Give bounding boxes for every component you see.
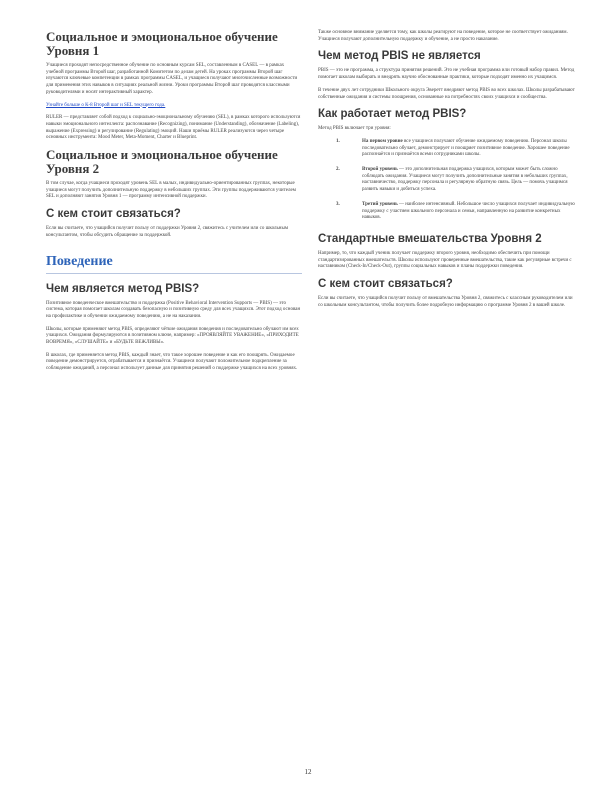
tier-lead: На первом уровне	[362, 138, 403, 144]
tier-number: 2.	[336, 167, 340, 173]
paragraph-pbis-3: В школах, где применяется метод PBIS, каждый знает, что такое хорошее поведение и как его поощрять. Ожидаемое поведение демонстрируется, отрабатывается и признаётся. Учащиеся получают положительное подкрепление за соблюдение ожиданий, а персонал использует данные для принятия решений о поддержке учащихся на всех уровнях.	[46, 352, 298, 372]
right-column	[318, 30, 576, 315]
paragraph-sel-tier2: В том случае, когда учащиеся проходят уровень SEL в малых, индивидуально-ориентированных группах, некоторые учащиеся могут получить дополнительную поддержку в небольших группах. Эти группы поддерживаются учителем SEL и дополняют занятия Уровня 1 — программу интенсивной поддержки.	[46, 181, 296, 200]
heading-how-pbis-works: Как работает метод PBIS?	[318, 108, 467, 121]
tier-text: — наиболее интенсивный. Небольшое число учащихся получает индивидуальную поддержку с участием школьного персонала и семьи, направленную на развитие конкретных навыков.	[362, 201, 575, 221]
section-title-behavior: Поведение	[46, 253, 113, 269]
tier-number: 1.	[336, 138, 340, 144]
paragraph-pbis-1: Позитивное поведенческое вмешательство и поддержка (Positive Behavioral Intervention Supports — PBIS) — это система, которая помогает школам создавать безопасную и позитивную среду для всех учащихся. Этот подход основан на профилактике и обучении ожидаемому поведению, а не на наказании.	[46, 300, 301, 319]
heading-sel-tier1: Социальное и эмоциональное обучение Уровня 1	[46, 29, 278, 58]
tier-number: 3.	[336, 201, 340, 207]
paragraph-not-1: PBIS — это не программа, а структура принятия решений. Это не учебная программа или готовый набор правил. Метод помогает школам выбирать и внедрять научно обоснованные практики, которые подходят именно их учащимся.	[318, 68, 575, 81]
paragraph-sel-links[interactable]: Узнайте больше о К-8 Второй шаг и SEL текущего года.	[46, 102, 166, 108]
heading-sel-tier2: Социальное и эмоциональное обучение Уровня 2	[46, 147, 278, 177]
page-number: 12	[304, 768, 312, 776]
paragraph-how: Метод PBIS включает три уровня:	[318, 126, 391, 132]
paragraph-not-2: В течение двух лет сотрудники Школьного округа Эверетт внедряют метод PBIS во всех школах. Школы разрабатывают собственные ожидания и системы поощрения, основанные на потребностях своих учащихся и сообщества.	[318, 87, 575, 100]
paragraph-contact-2: Если вы считаете, что учащийся получит пользу от вмешательства Уровня 2, свяжитесь с классным руководителем или со школьным консультантом, чтобы получить более подробную информацию о программе Уровня 2 в вашей школе.	[318, 296, 573, 308]
paragraph-contact-1: Если вы считаете, что учащийся получит пользу от поддержки Уровня 2, свяжитесь с учителем или со школьным консультантом, чтобы обсудить обращение за поддержкой.	[46, 226, 289, 238]
tier-lead: Второй уровень	[362, 167, 398, 173]
heading-contact-2: С кем стоит связаться?	[318, 278, 453, 291]
list-item	[318, 202, 576, 222]
left-column	[46, 30, 302, 379]
list-item	[318, 139, 576, 159]
tiers-list	[318, 139, 576, 222]
paragraph-standard: Например, то, что каждый ученик получает поддержку второго уровня, необходимо обеспечить при помощи стандартизированных вмешательств. Школы используют проверенные вмешательства, такие как регулярные встречи с наставником (Check-In/Check-Out), группы социальных навыков и планы поддержки поведения.	[318, 250, 572, 270]
paragraph-ruler: RULER — представляет собой подход к социально-эмоциональному обучению (SEL), в рамках которого используются навыки эмоционального интеллекта: распознавание (Recognizing), понимание (Understanding), обозначение (Labeling), выражение (Expressing) и регулирование (Regulating) эмоций. Наши приёмы RULER реализуются через четыре основных инструмента: Mood Meter, Meta-Moment, Charter и Blueprint.	[46, 115, 301, 141]
paragraph-intro: Также основное внимание уделяется тому, как школы реагируют на поведение, которое не соответствует ожиданиям. Учащиеся получают дополнительную поддержку и обучение, а не просто наказание.	[318, 30, 568, 42]
tier-text: все учащиеся получают обучение ожидаемому поведению. Персонал школы последовательно обучает, демонстрирует и поощряет позитивное поведение. Хорошее поведение распознаётся и признаётся всеми сотрудниками школы.	[362, 138, 570, 158]
heading-what-is-pbis: Чем является метод PBIS?	[46, 282, 200, 295]
tier-lead: Третий уровень	[362, 201, 398, 207]
heading-contact-1: С кем стоит связаться?	[46, 208, 181, 221]
section-divider	[46, 273, 302, 274]
heading-standard-interventions: Стандартные вмешательства Уровня 2	[318, 232, 542, 245]
paragraph-sel-tier1: Учащиеся проходят непосредственное обучение по основным курсам SEL, составленным в CASEL — в рамках учебной программы Второй шаг, разработанной Комитетом по делам детей. На уроках программы Второй шаг изучаются ключевые компетенции в рамках программы CASEL, и учащиеся получают многочисленные возможности для применения этих навыков в ситуациях реальной жизни. Уроки программы Второй шаг проводятся классными руководителями и носят интерактивный характер.	[46, 63, 298, 95]
list-item	[318, 167, 576, 194]
tier-text: — это дополнительная поддержка учащихся, которым может быть сложно соблюдать ожидания. Учащиеся могут получить дополнительные занятия в небольших группах, наставничество, поддержку персонала и регулярную обратную связь. Цель — помочь учащимся развить навыки и добиться успеха.	[362, 167, 568, 193]
heading-what-pbis-is-not: Чем метод PBIS не является	[318, 50, 481, 63]
paragraph-pbis-2: Школы, которые применяют метод PBIS, определяют чёткие ожидания поведения и последовательно обучают им всех учащихся. Ожидания формулируются в позитивном ключе, например: «ПРОЯВЛЯЙТЕ УВАЖЕНИЕ», «ПРИХОДИТЕ ВОВРЕМЯ», «СЛУШАЙТЕ» и «БУДЬТЕ ВЕЖЛИВЫ».	[46, 326, 299, 346]
